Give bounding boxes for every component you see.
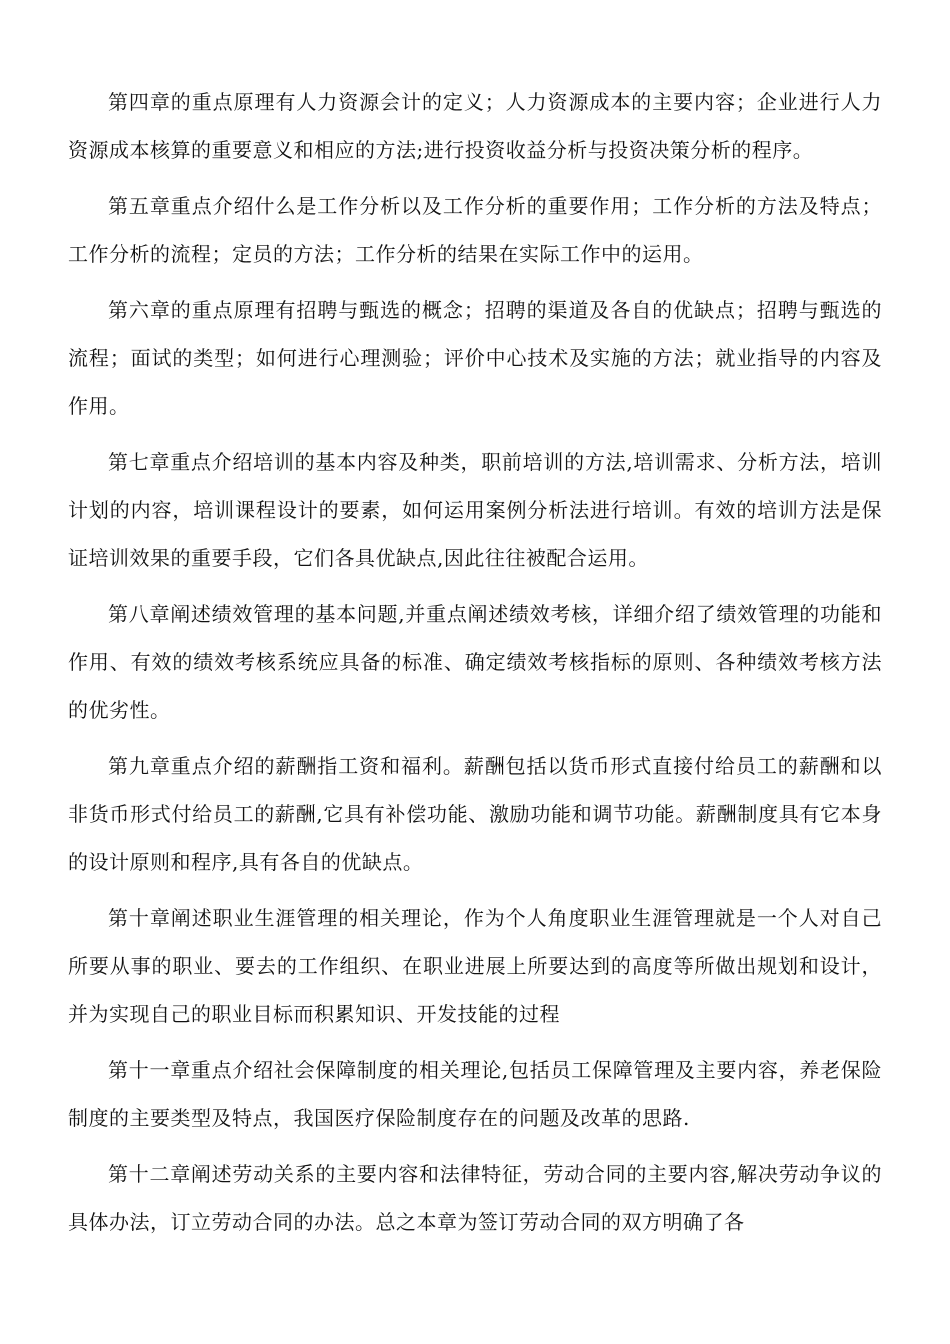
paragraph-chapter-11: 第十一章重点介绍社会保障制度的相关理论,包括员工保障管理及主要内容，养老保险制度的主要类型及特点，我国医疗保险制度存在的问题及改革的思路. xyxy=(68,1058,882,1130)
paragraph-chapter-8: 第八章阐述绩效管理的基本问题,并重点阐述绩效考核，详细介绍了绩效管理的功能和作用、有效的绩效考核系统应具备的标准、确定绩效考核指标的原则、各种绩效考核方法的优劣性。 xyxy=(68,602,882,722)
paragraph-chapter-10: 第十章阐述职业生涯管理的相关理论，作为个人角度职业生涯管理就是一个人对自己所要从事的职业、要去的工作组织、在职业进展上所要达到的高度等所做出规划和设计，并为实现自己的职业目标而积累知识、开发技能的过程 xyxy=(68,906,882,1026)
paragraph-chapter-5: 第五章重点介绍什么是工作分析以及工作分析的重要作用；工作分析的方法及特点；工作分析的流程；定员的方法；工作分析的结果在实际工作中的运用。 xyxy=(68,194,882,266)
paragraph-chapter-6: 第六章的重点原理有招聘与甄选的概念；招聘的渠道及各自的优缺点；招聘与甄选的流程；面试的类型；如何进行心理测验；评价中心技术及实施的方法；就业指导的内容及作用。 xyxy=(68,298,882,418)
paragraph-chapter-9: 第九章重点介绍的薪酬指工资和福利。薪酬包括以货币形式直接付给员工的薪酬和以非货币形式付给员工的薪酬,它具有补偿功能、激励功能和调节功能。薪酬制度具有它本身的设计原则和程序,具有各自的优缺点。 xyxy=(68,754,882,874)
paragraph-chapter-7: 第七章重点介绍培训的基本内容及种类，职前培训的方法,培训需求、分析方法，培训计划的内容，培训课程设计的要素，如何运用案例分析法进行培训。有效的培训方法是保证培训效果的重要手段，它们各具优缺点,因此往往被配合运用。 xyxy=(68,450,882,570)
paragraph-chapter-4: 第四章的重点原理有人力资源会计的定义；人力资源成本的主要内容；企业进行人力资源成本核算的重要意义和相应的方法;进行投资收益分析与投资决策分析的程序。 xyxy=(68,90,882,162)
paragraph-chapter-12: 第十二章阐述劳动关系的主要内容和法律特征，劳动合同的主要内容,解决劳动争议的具体办法，订立劳动合同的办法。总之本章为签订劳动合同的双方明确了各 xyxy=(68,1162,882,1234)
document-body xyxy=(68,78,882,1254)
